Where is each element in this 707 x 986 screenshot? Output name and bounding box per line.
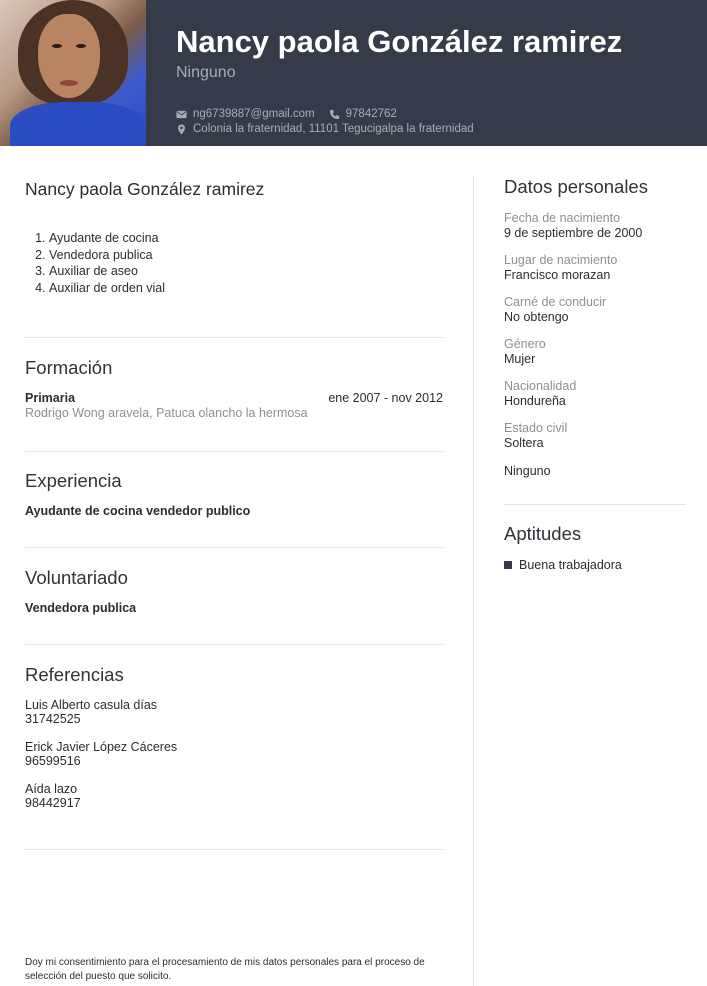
aptitudes-title: Aptitudes: [504, 523, 582, 544]
datos-label: Nacionalidad: [504, 379, 577, 393]
datos-item: [504, 421, 686, 450]
reference-phone: 31742525: [25, 712, 81, 726]
contact-email[interactable]: ng6739887@gmail.com: [193, 108, 315, 120]
reference-item: [25, 782, 443, 810]
datos-label: Carné de conducir: [504, 295, 607, 309]
formacion-degree: Primaria: [25, 391, 76, 405]
reference-phone: 96599516: [25, 754, 81, 768]
datos-value: Mujer: [504, 352, 536, 366]
datos-item: [504, 211, 686, 240]
formacion-dates: ene 2007 - nov 2012: [328, 391, 443, 405]
reference-name: Luis Alberto casula días: [25, 698, 158, 712]
divider: [25, 644, 443, 645]
contact-row-address: [176, 123, 474, 135]
divider: [25, 451, 443, 452]
phone-icon: [329, 109, 340, 120]
experiencia-title: Experiencia: [25, 470, 122, 491]
consent-text: Doy mi consentimiento para el procesamiento de mis datos personales para el proceso de selección del puesto que solicito.: [25, 957, 425, 982]
reference-name: Erick Javier López Cáceres: [25, 740, 178, 754]
objectives-list: [25, 230, 443, 296]
contact-row-email-phone: [176, 108, 397, 120]
list-item: 1. Ayudante de cocina: [49, 230, 443, 247]
formacion-title: Formación: [25, 357, 113, 378]
datos-item: [504, 253, 686, 282]
aptitude-item: [504, 558, 686, 572]
experiencia-section: [25, 470, 443, 518]
datos-extra: Ninguno: [504, 464, 551, 478]
reference-item: [25, 740, 443, 768]
formacion-school: Rodrigo Wong aravela, Patuca olancho la hermosa: [25, 406, 308, 420]
datos-label: Lugar de nacimiento: [504, 253, 618, 267]
datos-value: 9 de septiembre de 2000: [504, 226, 643, 240]
datos-value: No obtengo: [504, 310, 569, 324]
datos-value: Soltera: [504, 436, 544, 450]
main-name: Nancy paola González ramirez: [25, 179, 265, 199]
bullet-square-icon: [504, 561, 512, 569]
voluntariado-section: [25, 567, 443, 615]
datos-label: Estado civil: [504, 421, 568, 435]
datos-item: [504, 379, 686, 408]
datos-label: Género: [504, 337, 546, 351]
datos-item: [504, 295, 686, 324]
datos-title: Datos personales: [504, 176, 648, 197]
contact-address: Colonia la fraternidad, 11101 Tegucigalpa la fraternidad: [193, 123, 474, 135]
datos-value: Francisco morazan: [504, 268, 611, 282]
column-divider: [473, 176, 474, 986]
side-column: [504, 176, 686, 572]
list-item: 3. Auxiliar de aseo: [49, 263, 443, 280]
datos-item: [504, 337, 686, 366]
formacion-section: [25, 357, 443, 420]
experiencia-item: Ayudante de cocina vendedor publico: [25, 504, 251, 518]
list-item: 4. Auxiliar de orden vial: [49, 280, 443, 297]
list-item: 2. Vendedora publica: [49, 247, 443, 264]
header-subtitle: Ninguno: [176, 64, 236, 81]
reference-phone: 98442917: [25, 796, 81, 810]
reference-item: [25, 698, 443, 726]
referencias-title: Referencias: [25, 664, 124, 685]
reference-name: Aída lazo: [25, 782, 78, 796]
divider: [25, 547, 443, 548]
divider: [504, 504, 686, 505]
datos-label: Fecha de nacimiento: [504, 211, 621, 225]
referencias-section: [25, 664, 443, 810]
map-pin-icon: [176, 124, 187, 135]
aptitude-label: Buena trabajadora: [519, 558, 622, 572]
header-name: Nancy paola González ramirez: [176, 24, 623, 59]
contact-phone[interactable]: 97842762: [345, 108, 397, 120]
divider: [25, 337, 443, 338]
header-banner: [0, 0, 707, 146]
divider: [25, 849, 443, 850]
main-column: [25, 176, 443, 810]
envelope-icon: [176, 109, 187, 120]
datos-value: Hondureña: [504, 394, 566, 408]
voluntariado-title: Voluntariado: [25, 567, 128, 588]
profile-photo: [0, 0, 146, 146]
voluntariado-item: Vendedora publica: [25, 601, 137, 615]
